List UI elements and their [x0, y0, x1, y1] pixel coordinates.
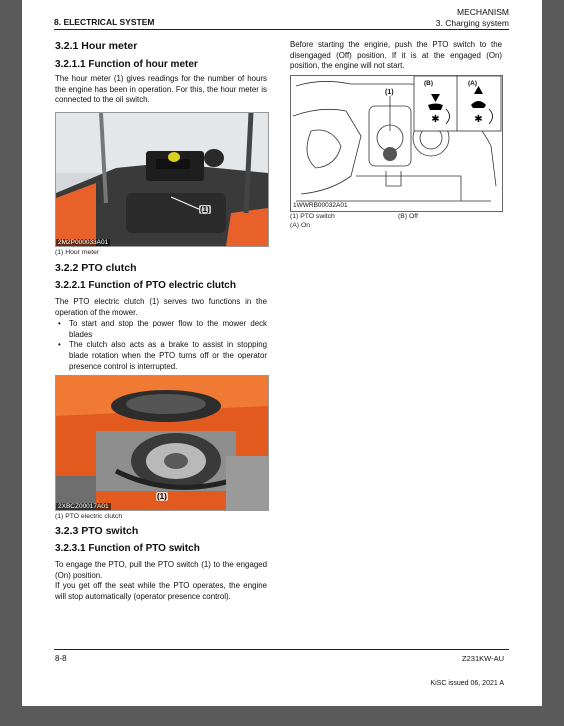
- footer-rule: [54, 649, 509, 650]
- pto-switch-text-2: If you get off the seat while the PTO operates, the engine will stop automatically (operator presence control).: [55, 581, 267, 601]
- hour-meter-photo: [55, 112, 269, 247]
- pto-switch-figure: [290, 75, 503, 212]
- pto-clutch-callout: (1): [157, 492, 167, 501]
- svg-text:✱: ✱: [431, 114, 440, 125]
- subheading-pto-clutch-function: 3.2.2.1 Function of PTO electric clutch: [55, 280, 236, 291]
- bullet-item: • To start and stop the power flow to the mower deck blades: [55, 319, 267, 340]
- issue-info: KiSC issued 06, 2021 A: [430, 680, 504, 687]
- hour-meter-photo-id: 2M2P000033A01: [58, 239, 109, 246]
- pto-clutch-illustration: [56, 376, 268, 510]
- pto-clutch-photo: [55, 375, 269, 511]
- pto-clutch-photo-id: 2XBCZ00017A01: [58, 503, 109, 510]
- pto-switch-text-1: To engage the PTO, pull the PTO switch (1) to the engaged (On) position.: [55, 560, 267, 580]
- pto-clutch-bullets: [55, 319, 267, 373]
- heading-pto-switch: 3.2.3 PTO switch: [55, 525, 139, 537]
- figure-label-off: (B): [424, 80, 434, 87]
- pto-clutch-text: The PTO electric clutch (1) serves two functions in the operation of the mower.: [55, 297, 267, 317]
- hour-meter-caption: (1) Hour meter: [55, 249, 100, 256]
- manual-page: [22, 0, 542, 706]
- header-subsection: 3. Charging system: [435, 18, 509, 28]
- figure-label-1: (1): [385, 89, 394, 96]
- pto-switch-diagram: [291, 76, 502, 211]
- header-rule: [54, 29, 509, 30]
- header-chapter: MECHANISM: [457, 7, 509, 17]
- pto-switch-caption-off: (B) Off: [398, 213, 418, 220]
- heading-hour-meter: 3.2.1 Hour meter: [55, 40, 138, 52]
- heading-pto-clutch: 3.2.2 PTO clutch: [55, 262, 137, 274]
- engine-illustration: [56, 113, 268, 246]
- page-number: 8-8: [55, 654, 67, 663]
- svg-text:✱: ✱: [474, 114, 483, 125]
- hour-meter-text: The hour meter (1) gives readings for the number of hours the engine has been in operation. For this, the hour meter is connected to the oil switch.: [55, 74, 267, 105]
- hour-meter-callout: (1): [200, 205, 210, 214]
- subheading-pto-switch-function: 3.2.3.1 Function of PTO switch: [55, 543, 200, 554]
- header-section: 8. ELECTRICAL SYSTEM: [54, 17, 155, 27]
- figure-label-on: (A): [468, 80, 478, 87]
- figure-id: 1WWRB00032A01: [293, 202, 348, 209]
- model-number: Z231KW-AU: [462, 654, 504, 663]
- pto-switch-caption-on: (A) On: [290, 222, 311, 229]
- subheading-hour-meter-function: 3.2.1.1 Function of hour meter: [55, 59, 198, 70]
- bullet-item: • The clutch also acts as a brake to assist in stopping blade rotation when the PTO turns off or the operator presence control is interrupted.: [55, 340, 267, 372]
- pto-switch-caption-1: (1) PTO switch: [290, 213, 335, 220]
- pto-clutch-caption: (1) PTO electric clutch: [55, 513, 123, 520]
- pto-switch-warning-text: Before starting the engine, push the PTO switch to the disengaged (Off) position. If it is at the engaged (On) position, the engine will not start.: [290, 40, 502, 71]
- header-right: [436, 7, 509, 29]
